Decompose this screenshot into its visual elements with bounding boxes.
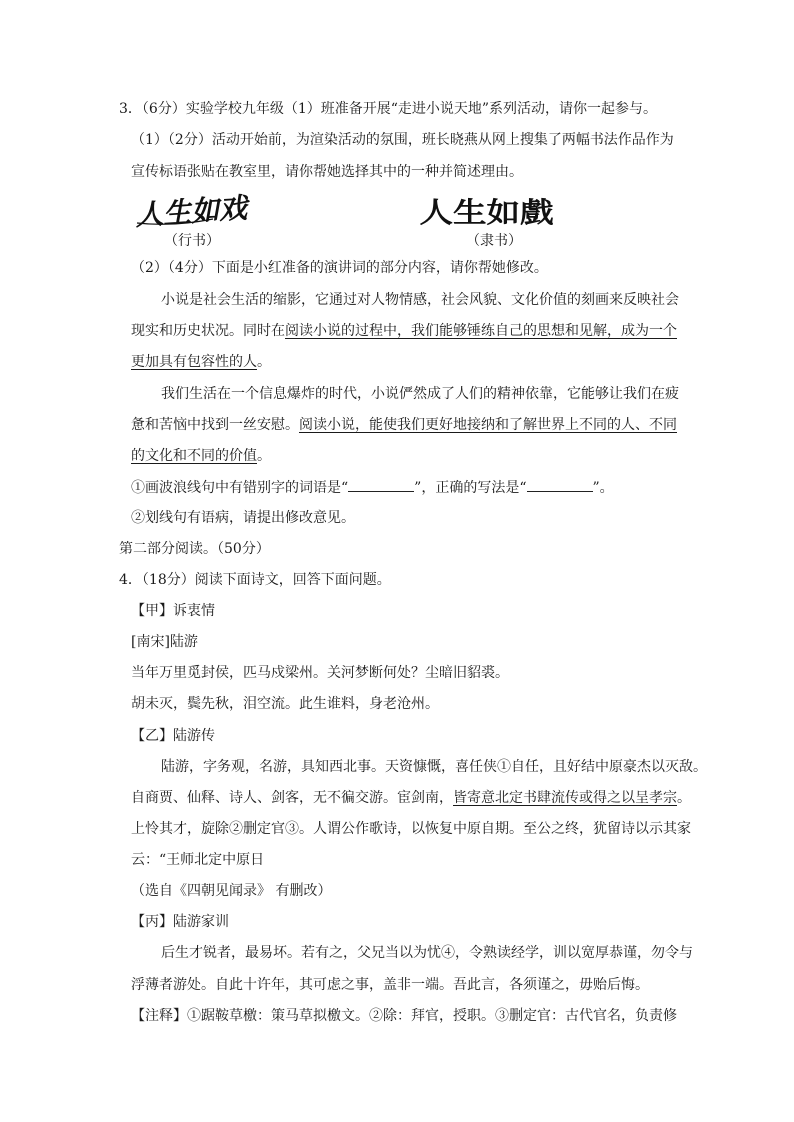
q4-yi-line2-end: 。 bbox=[677, 790, 691, 806]
q4-yi-line1: 陆游，字务观，名游，具知西北事。天资慷慨，喜任侠①自任，且好结中原豪杰以灭敌。 bbox=[161, 759, 707, 775]
q4-bing-line2: 浮薄者游处。自此十许年，其可虑之事，盖非一端。吾此言，各须谨之，毋贻后悔。 bbox=[131, 977, 649, 993]
q3-task1-middle: ”，正确的写法是“ bbox=[414, 480, 527, 496]
q3-sub2-intro: （2）（4分）下面是小红准备的演讲词的部分内容，请你帮她修改。 bbox=[131, 260, 548, 276]
q3-task2: ②划线句有语病，请提出修改意见。 bbox=[131, 510, 355, 526]
q3-p2-underlined-part2: 的文化和不同的价值 bbox=[131, 448, 257, 464]
q3-sub1-line1: （1）（2分）活动开始前，为渲染活动的氛围，班长晓燕从网上搜集了两幅书法作品作为 bbox=[131, 132, 674, 148]
q3-p1-underlined-part1: 阅读小说的过程中，我们能够锤练自己的思想和见解，成为一个 bbox=[285, 323, 677, 339]
q4-jia-line2: 胡未灭，鬓先秋，泪空流。此生谁料，身老沧州。 bbox=[131, 696, 439, 712]
q4-intro: 4．（18分）阅读下面诗文，回答下面问题。 bbox=[119, 572, 391, 588]
running-script-glyphs: 人生如戏 bbox=[134, 193, 249, 229]
answer-blank-correct-word[interactable] bbox=[527, 477, 593, 492]
q3-p1-line2 bbox=[131, 321, 677, 341]
q3-p2-line2-plain: 惫和苦恼中找到一丝安慰。 bbox=[131, 417, 299, 433]
q4-yi-underlined-sentence: 皆寄意北定书肆流传或得之以呈孝宗 bbox=[453, 790, 677, 806]
q3-p1-line1: 小说是社会生活的缩影，它通过对人物情感，社会风貌、文化价值的刻画来反映社会 bbox=[161, 292, 679, 308]
q4-bing-title: 【丙】陆游家训 bbox=[131, 914, 229, 930]
q4-yi-line2-plain: 自商贾、仙释、诗人、剑客，无不徧交游。宦剑南， bbox=[131, 790, 453, 806]
q3-p2-underlined-part1: 阅读小说，能使我们更好地接纳和了解世界上不同的人、不同 bbox=[299, 417, 677, 433]
q3-p2-line2 bbox=[131, 415, 677, 435]
q4-jia-line1: 当年万里觅封侯，匹马戍梁州。关河梦断何处？尘暗旧貂裘。 bbox=[131, 665, 509, 681]
q3-intro: 3．（6分）实验学校九年级（1）班准备开展“走进小说天地”系列活动，请你一起参与。 bbox=[119, 101, 658, 117]
q3-p2-line1: 我们生活在一个信息爆炸的时代，小说俨然成了人们的精神依靠，它能够让我们在疲 bbox=[161, 386, 679, 402]
q4-bing-line1: 后生才锐者，最易坏。若有之，父兄当以为忧④，令熟读经学，训以宽厚恭谨，勿令与 bbox=[161, 945, 693, 961]
q3-p2-line3-end: 。 bbox=[257, 448, 271, 464]
q3-p1-underlined-part2: 更加具有包容性的人 bbox=[131, 354, 257, 370]
q3-task1 bbox=[131, 477, 614, 498]
running-script-image bbox=[133, 193, 253, 229]
part2-heading: 第二部分阅读。（50分） bbox=[119, 541, 270, 557]
clerical-script-image bbox=[417, 195, 559, 229]
q3-task1-suffix: ”。 bbox=[592, 480, 614, 496]
q4-yi-source: （选自《四朝见闻录》 有删改） bbox=[131, 883, 332, 899]
q3-sub1-line2: 宣传标语张贴在教室里，请你帮她选择其中的一种并简述理由。 bbox=[131, 164, 523, 180]
q4-yi-line2 bbox=[131, 788, 691, 808]
q4-yi-line3: 上怜其才，旋除②删定官③。人谓公作歌诗，以恢复中原自期。至公之终，犹留诗以示其家 bbox=[131, 821, 691, 837]
q3-p1-line2-plain: 现实和历史状况。同时在 bbox=[131, 323, 285, 339]
q3-p1-line3-end: 。 bbox=[257, 354, 271, 370]
q4-jia-title: 【甲】诉衷情 bbox=[131, 603, 215, 619]
q4-yi-title: 【乙】陆游传 bbox=[131, 728, 215, 744]
answer-blank-wrong-word[interactable] bbox=[348, 477, 414, 492]
clerical-script-glyphs: 人生如戲 bbox=[419, 196, 554, 229]
q4-note: 【注释】①踞鞍草檄：策马草拟檄文。②除：拜官，授职。③删定官：古代官名，负责修 bbox=[131, 1008, 677, 1024]
q4-jia-author: [南宋]陆游 bbox=[131, 634, 198, 650]
q3-p1-line3 bbox=[131, 352, 271, 372]
q3-p2-line3 bbox=[131, 446, 271, 466]
caption-running-script: （行书） bbox=[164, 233, 220, 249]
q3-task1-prefix: ①画波浪线句中有错别字的词语是“ bbox=[131, 480, 349, 496]
q4-yi-line4: 云：“王师北定中原日 bbox=[131, 852, 265, 868]
calligraphy-clerical-script bbox=[417, 195, 559, 229]
caption-clerical-script: （隶书） bbox=[466, 233, 522, 249]
calligraphy-running-script bbox=[133, 193, 253, 229]
